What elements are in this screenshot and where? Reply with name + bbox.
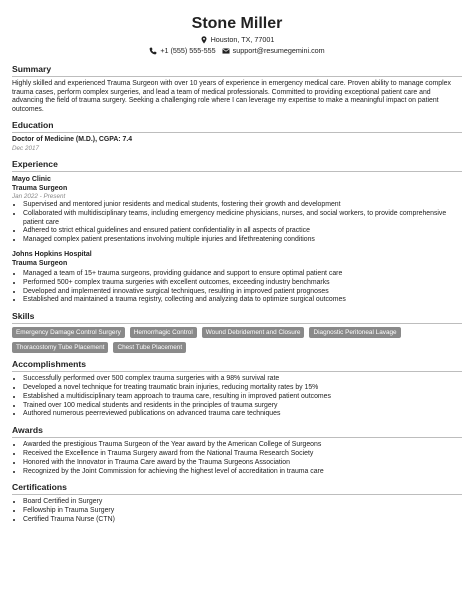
experience-section [12,159,462,305]
accomplishments-list [12,375,462,419]
certifications-list [12,498,462,524]
summary-heading: Summary [12,64,52,74]
certifications-heading: Certifications [12,482,67,493]
job-role: Trauma Surgeon [12,184,68,192]
skill-tag: Diagnostic Peritoneal Lavage [309,327,400,338]
phone-icon [149,47,157,55]
experience-heading: Experience [12,158,58,169]
section-divider [12,76,462,77]
location-pin-icon [200,36,208,44]
section-divider [12,323,462,324]
skills-section [12,311,462,353]
list-item: • Developed a novel technique for treating traumatic brain injuries, reducing mortality rates by 15% [23,384,462,393]
phone-text[interactable]: +1 (555) 555-555 [160,46,216,55]
awards-heading: Awards [12,425,43,436]
awards-section [12,425,462,476]
awards-list [12,441,462,476]
skill-tag: Wound Debridement and Closure [202,327,305,338]
list-item: • Authored numerous peerreviewed publications on advanced trauma care techniques [23,410,462,419]
list-item: • Certified Trauma Nurse (CTN) [23,516,462,525]
phone-email-row [12,45,462,56]
job-company: Mayo Clinic [12,175,51,183]
skill-tag: Chest Tube Placement [113,342,186,353]
job-entry [12,250,462,305]
list-item: • Awarded the prestigious Trauma Surgeon of the Year award by the American College of Surgeons [23,441,462,450]
list-item: • Fellowship in Trauma Surgery [23,507,462,516]
list-item: • Supervised and mentored junior residents and medical students, fostering their growth and development [23,201,462,210]
list-item: • Trained over 100 medical students and residents in the principles of trauma surgery [23,402,462,411]
education-date: Dec 2017 [12,144,39,152]
skill-tag: Emergency Damage Control Surgery [12,327,125,338]
job-entry [12,175,462,245]
education-section [12,120,462,153]
location-text: Houston, TX, 77001 [210,35,275,44]
list-item: • Developed and implemented innovative surgical techniques, resulting in improved patient prognoses [23,288,462,297]
candidate-name: Stone Miller [191,15,283,32]
list-item: • Performed 500+ complex trauma surgeries with excellent outcomes, exceeding industry benchmarks [23,279,462,288]
list-item: • Successfully performed over 500 complex trauma surgeries with a 98% survival rate [23,375,462,384]
section-divider [12,171,462,172]
email-icon [222,47,230,55]
list-item: • Established and maintained a trauma registry, collecting and analyzing data to optimize surgical outcomes [23,296,462,305]
accomplishments-heading: Accomplishments [12,359,87,370]
location-row [12,34,462,45]
contact-info [12,34,462,56]
accomplishments-section [12,359,462,419]
list-item: • Managed complex patient presentations involving multiple injuries and lifethreatening conditions [23,236,462,245]
section-divider [12,494,462,495]
list-item: • Recognized by the Joint Commission for achieving the highest level of accreditation in trauma care [23,468,462,477]
list-item: • Adhered to strict ethical guidelines and ensured patient confidentiality in all aspects of practice [23,227,462,236]
summary-text: Highly skilled and experienced Trauma Surgeon with over 10 years of experience in emergency medical care. Proven ability to manage complex trauma cases, perform complex surgeries, and lead a team of medical professionals. Committed to providing exceptional patient care and advancing the field of trauma surgery. Seeking a challenging role where I can leverage my expertise to make a meaningful impact on patient outcomes. [12,80,451,113]
section-divider [12,371,462,372]
list-item: • Established a multidisciplinary team approach to trauma care, resulting in improved patient outcomes [23,393,462,402]
summary-section [12,64,462,114]
list-item: • Board Certified in Surgery [23,498,462,507]
skill-tag: Thoracostomy Tube Placement [12,342,108,353]
education-heading: Education [12,120,54,131]
job-date: Jan 2022 - Present [12,192,66,200]
education-degree: Doctor of Medicine (M.D.), CGPA: 7.4 [12,136,133,144]
job-bullets [12,270,462,305]
certifications-section [12,482,462,524]
section-divider [12,132,462,133]
job-role: Trauma Surgeon [12,259,68,267]
email-text[interactable]: support@resumegemini.com [232,46,325,55]
skills-heading: Skills [12,311,35,322]
skill-tag: Hemorrhagic Control [130,327,197,338]
list-item: • Managed a team of 15+ trauma surgeons, providing guidance and support to ensure optimal patient care [23,270,462,279]
job-bullets [12,201,462,245]
list-item: • Received the Excellence in Trauma Surgery award from the National Trauma Research Society [23,450,462,459]
job-company: Johns Hopkins Hospital [12,250,92,258]
skills-list [12,327,462,353]
section-divider [12,437,462,438]
list-item: • Honored with the Innovator in Trauma Care award by the Trauma Surgeons Association [23,459,462,468]
list-item: • Collaborated with multidisciplinary teams, including emergency medicine physicians, nurses, and social workers, to provide comprehensive patient care [23,210,462,228]
